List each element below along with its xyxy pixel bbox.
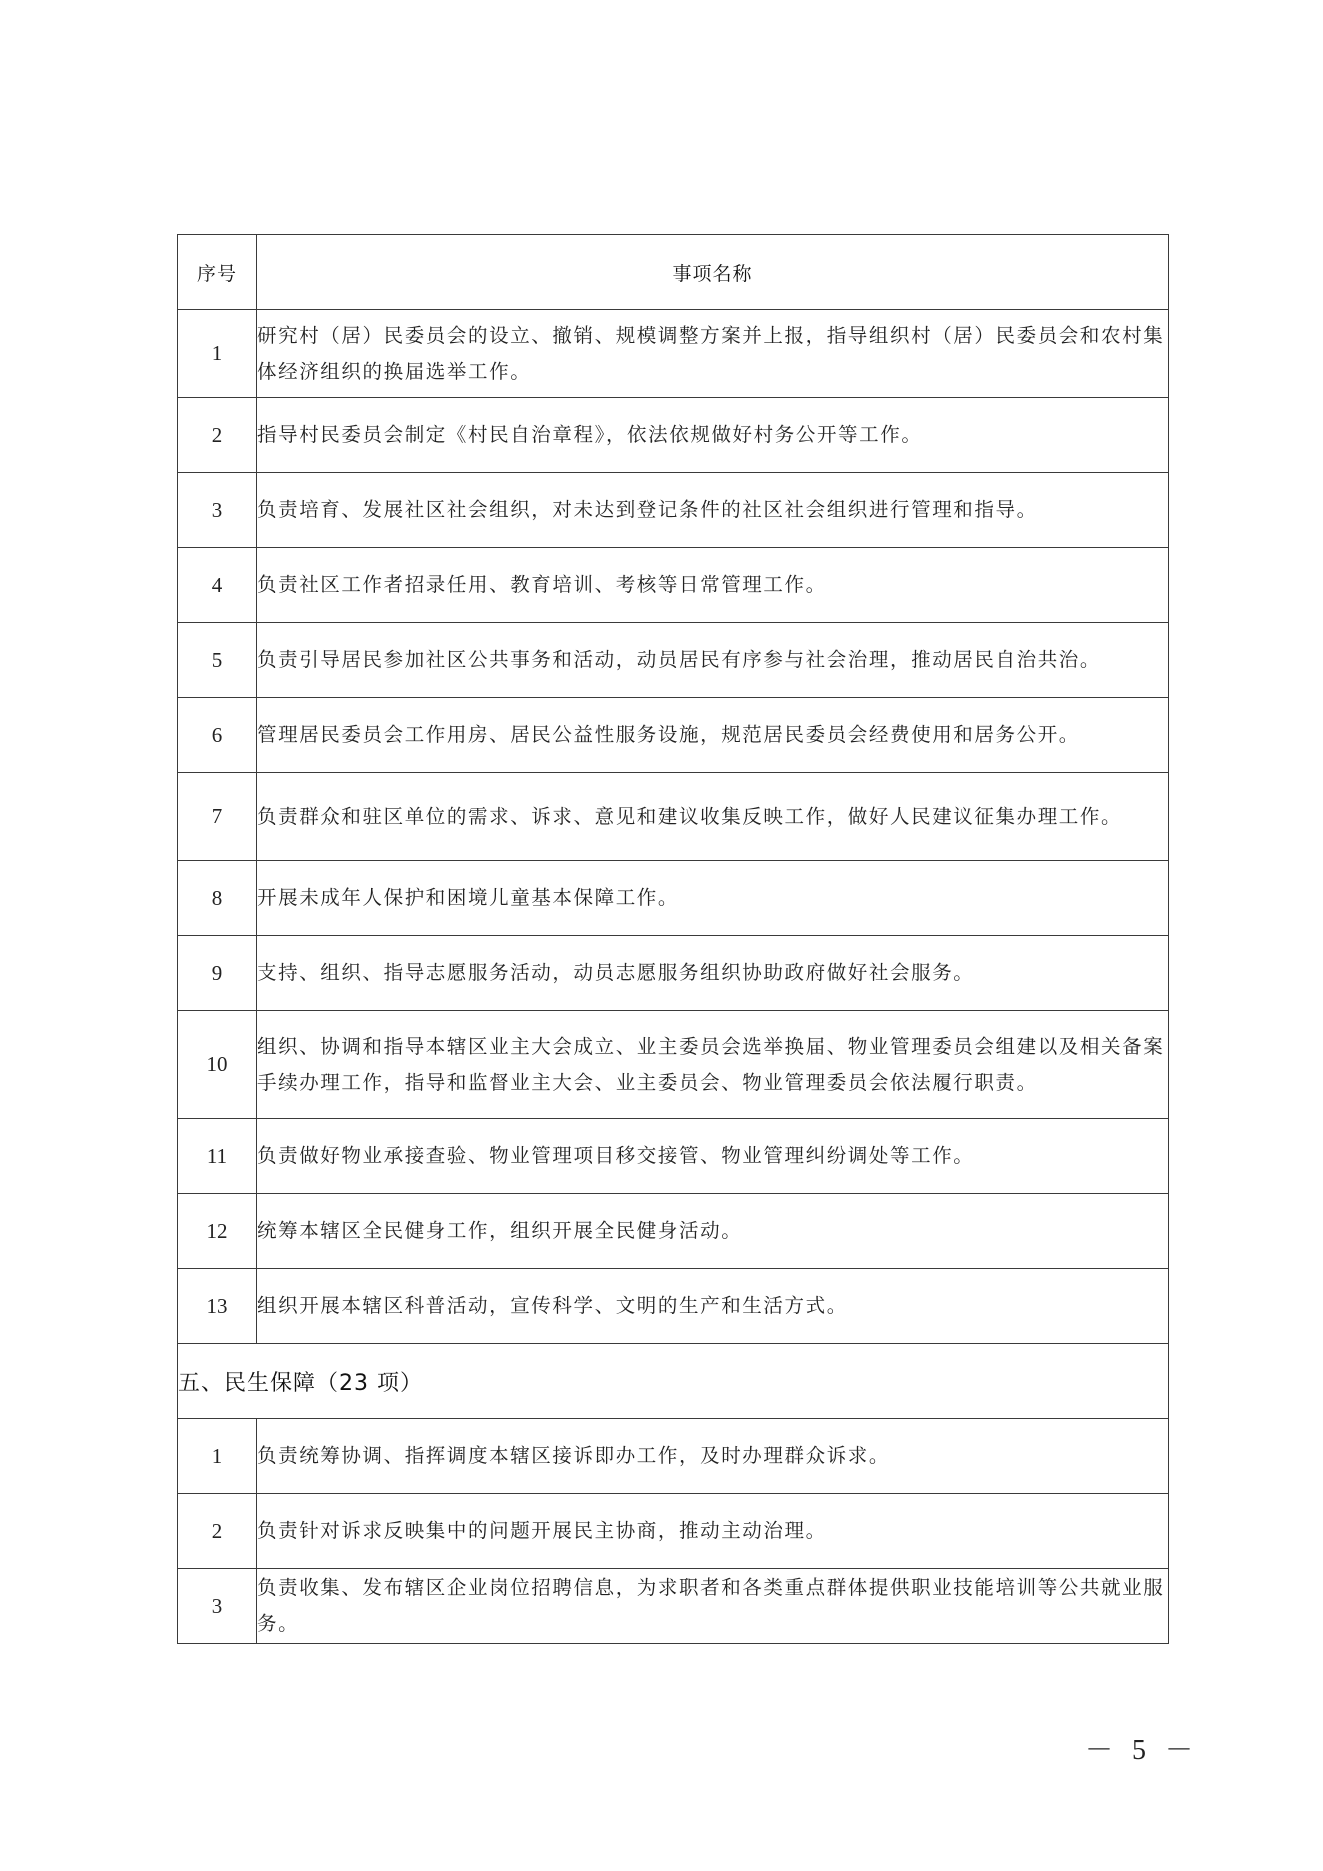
section-header-row: [178, 1344, 1169, 1419]
row-number: 10: [178, 1011, 257, 1119]
row-number: 5: [178, 623, 257, 698]
row-text: 负责做好物业承接查验、物业管理项目移交接管、物业管理纠纷调处等工作。: [257, 1119, 1169, 1194]
table-row: [178, 473, 1169, 548]
page-number: － 5 －: [1085, 1735, 1200, 1766]
table-row: [178, 936, 1169, 1011]
row-number: 9: [178, 936, 257, 1011]
row-text: 负责收集、发布辖区企业岗位招聘信息，为求职者和各类重点群体提供职业技能培训等公共就业服务。: [257, 1569, 1169, 1644]
row-text: 组织开展本辖区科普活动，宣传科学、文明的生产和生活方式。: [257, 1269, 1169, 1344]
header-item-name: 事项名称: [257, 235, 1169, 310]
row-number: 12: [178, 1194, 257, 1269]
row-number: 1: [178, 1419, 257, 1494]
table-row: [178, 773, 1169, 861]
row-text: 支持、组织、指导志愿服务活动，动员志愿服务组织协助政府做好社会服务。: [257, 936, 1169, 1011]
row-text: 指导村民委员会制定《村民自治章程》，依法依规做好村务公开等工作。: [257, 398, 1169, 473]
row-text: 组织、协调和指导本辖区业主大会成立、业主委员会选举换届、物业管理委员会组建以及相关备案手续办理工作，指导和监督业主大会、业主委员会、物业管理委员会依法履行职责。: [257, 1011, 1169, 1119]
table-row: [178, 623, 1169, 698]
table-row: [178, 1494, 1169, 1569]
row-text: 管理居民委员会工作用房、居民公益性服务设施，规范居民委员会经费使用和居务公开。: [257, 698, 1169, 773]
table-row: [178, 398, 1169, 473]
table-row: [178, 310, 1169, 398]
row-text: 负责引导居民参加社区公共事务和活动，动员居民有序参与社会治理，推动居民自治共治。: [257, 623, 1169, 698]
row-number: 2: [178, 1494, 257, 1569]
row-text: 研究村（居）民委员会的设立、撤销、规模调整方案并上报，指导组织村（居）民委员会和农村集体经济组织的换届选举工作。: [257, 310, 1169, 398]
table-row: [178, 1569, 1169, 1644]
row-number: 11: [178, 1119, 257, 1194]
section-title: 五、民生保障（23 项）: [178, 1344, 1169, 1419]
table-row: [178, 1119, 1169, 1194]
row-text: 开展未成年人保护和困境儿童基本保障工作。: [257, 861, 1169, 936]
table-row: [178, 1419, 1169, 1494]
row-number: 8: [178, 861, 257, 936]
table-row: [178, 548, 1169, 623]
row-number: 3: [178, 1569, 257, 1644]
table-row: [178, 861, 1169, 936]
row-text: 负责社区工作者招录任用、教育培训、考核等日常管理工作。: [257, 548, 1169, 623]
row-text: 负责统筹协调、指挥调度本辖区接诉即办工作，及时办理群众诉求。: [257, 1419, 1169, 1494]
row-text: 负责针对诉求反映集中的问题开展民主协商，推动主动治理。: [257, 1494, 1169, 1569]
row-number: 2: [178, 398, 257, 473]
header-number: 序号: [178, 235, 257, 310]
row-text: 统筹本辖区全民健身工作，组织开展全民健身活动。: [257, 1194, 1169, 1269]
table-header-row: [178, 235, 1169, 310]
row-text: 负责培育、发展社区社会组织，对未达到登记条件的社区社会组织进行管理和指导。: [257, 473, 1169, 548]
items-table: [177, 234, 1169, 1644]
row-number: 13: [178, 1269, 257, 1344]
table-row: [178, 698, 1169, 773]
table-row: [178, 1194, 1169, 1269]
row-number: 4: [178, 548, 257, 623]
row-number: 3: [178, 473, 257, 548]
row-number: 7: [178, 773, 257, 861]
row-number: 1: [178, 310, 257, 398]
table-row: [178, 1011, 1169, 1119]
table-row: [178, 1269, 1169, 1344]
row-text: 负责群众和驻区单位的需求、诉求、意见和建议收集反映工作，做好人民建议征集办理工作。: [257, 773, 1169, 861]
row-number: 6: [178, 698, 257, 773]
